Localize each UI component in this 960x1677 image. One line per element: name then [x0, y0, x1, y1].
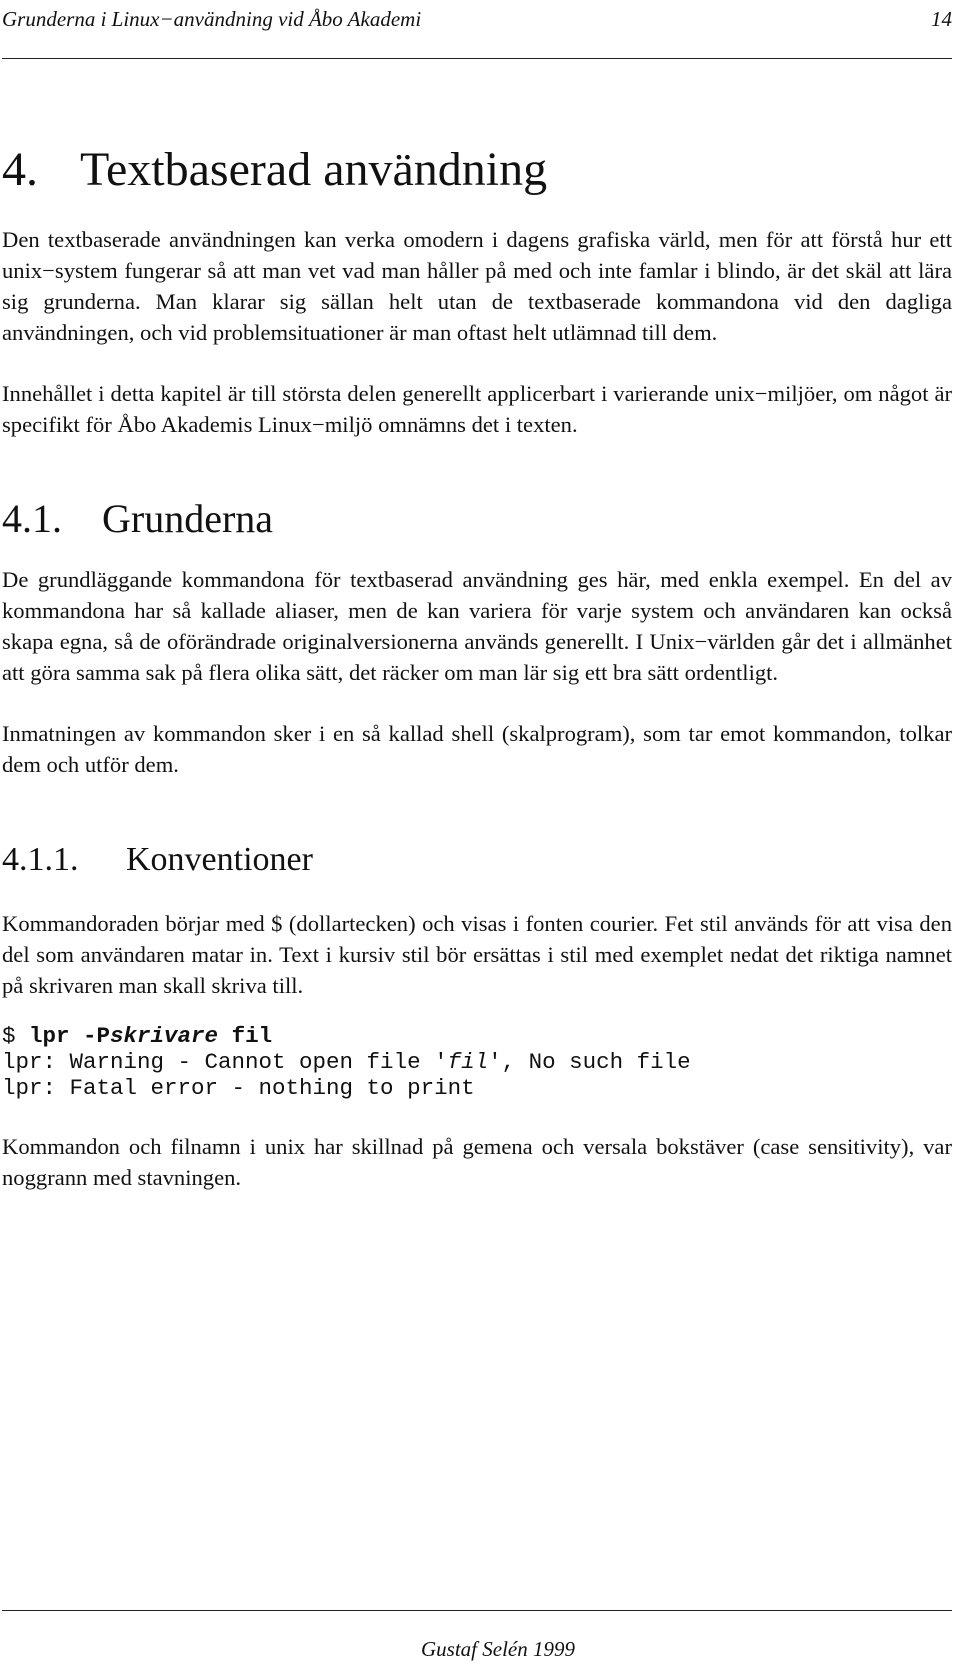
output-warning-line [2, 1049, 952, 1075]
chapter-paragraph-2: Innehållet i detta kapitel är till största delen generellt applicerbart i varierande unix−miljöer, om något är specifikt för Åbo Akademis Linux−miljö omnämns det i texten. [2, 381, 952, 437]
chapter-number: 4. [2, 143, 38, 196]
warning-suffix: ', No such file [488, 1049, 691, 1075]
footer-rule [2, 1610, 952, 1611]
chapter-paragraph-1: Den textbaserade användningen kan verka omodern i dagens grafiska värld, men för att förstå hur ett unix−system fungerar så att man vet vad man håller på med och inte famlar i blindo, är det skäl att lära sig grunderna. Man klarar sig sällan helt utan de textbaserade kommandona vid den dagliga användningen, och vid problemsituationer är man oftast helt utlämnad till dem. [2, 227, 952, 345]
section-paragraph-1: De grundläggande kommandona för textbaserad användning ges här, med enkla exempel. En del av kommandona har så kallade aliaser, men de kan variera för varje system och användaren kan också skapa egna, så de oförändrade originalversionerna används generellt. I Unix−världen går det i allmänhet att göra samma sak på flera olika sätt, det räcker om man lär sig ett bra sätt ordentligt. [2, 567, 952, 685]
warning-text: lpr: Warning - Cannot open file ' [2, 1049, 448, 1075]
chapter-title: Textbaserad användning [80, 143, 548, 196]
case-sensitivity-paragraph: Kommandon och filnamn i unix har skillnad på gemena och versala bokstäver (case sensitivity), var noggrann med stavningen. [2, 1134, 952, 1190]
header-title: Grunderna i Linux−användning vid Åbo Akademi [2, 7, 422, 31]
warning-filename: fil [447, 1049, 489, 1075]
running-header [2, 4, 952, 34]
command-prompt: $ [2, 1023, 30, 1049]
conventions-paragraph: Kommandoraden börjar med $ (dollartecken) och visas i fonten courier. Fet stil används för att visa den del som användaren matar in. Text i kursiv stil bör ersättas i stil med exemplet nedat det riktiga namnet på skrivaren man skall skriva till. [2, 911, 952, 998]
command-example [2, 1023, 952, 1101]
footer-author: Gustaf Selén 1999 [421, 1637, 575, 1661]
chapter-heading [2, 140, 952, 200]
command-line [2, 1023, 952, 1049]
section-paragraph-2: Inmatningen av kommandon sker i en så kallad shell (skalprogram), som tar emot kommandon, tolkar dem och utför dem. [2, 721, 952, 777]
page-number: 14 [931, 7, 952, 31]
command-argument: fil [218, 1023, 273, 1049]
section-number: 4.1. [2, 496, 62, 541]
section-heading [2, 494, 952, 544]
command-input: lpr -P [29, 1023, 111, 1049]
section-title: Grunderna [102, 496, 274, 541]
command-placeholder: skrivare [110, 1023, 219, 1049]
output-error-line: lpr: Fatal error - nothing to print [2, 1075, 475, 1101]
subsection-heading [2, 838, 952, 882]
page-content [2, 140, 952, 1193]
header-rule [2, 58, 952, 59]
subsection-number: 4.1.1. [2, 841, 79, 878]
subsection-title: Konventioner [126, 841, 313, 878]
